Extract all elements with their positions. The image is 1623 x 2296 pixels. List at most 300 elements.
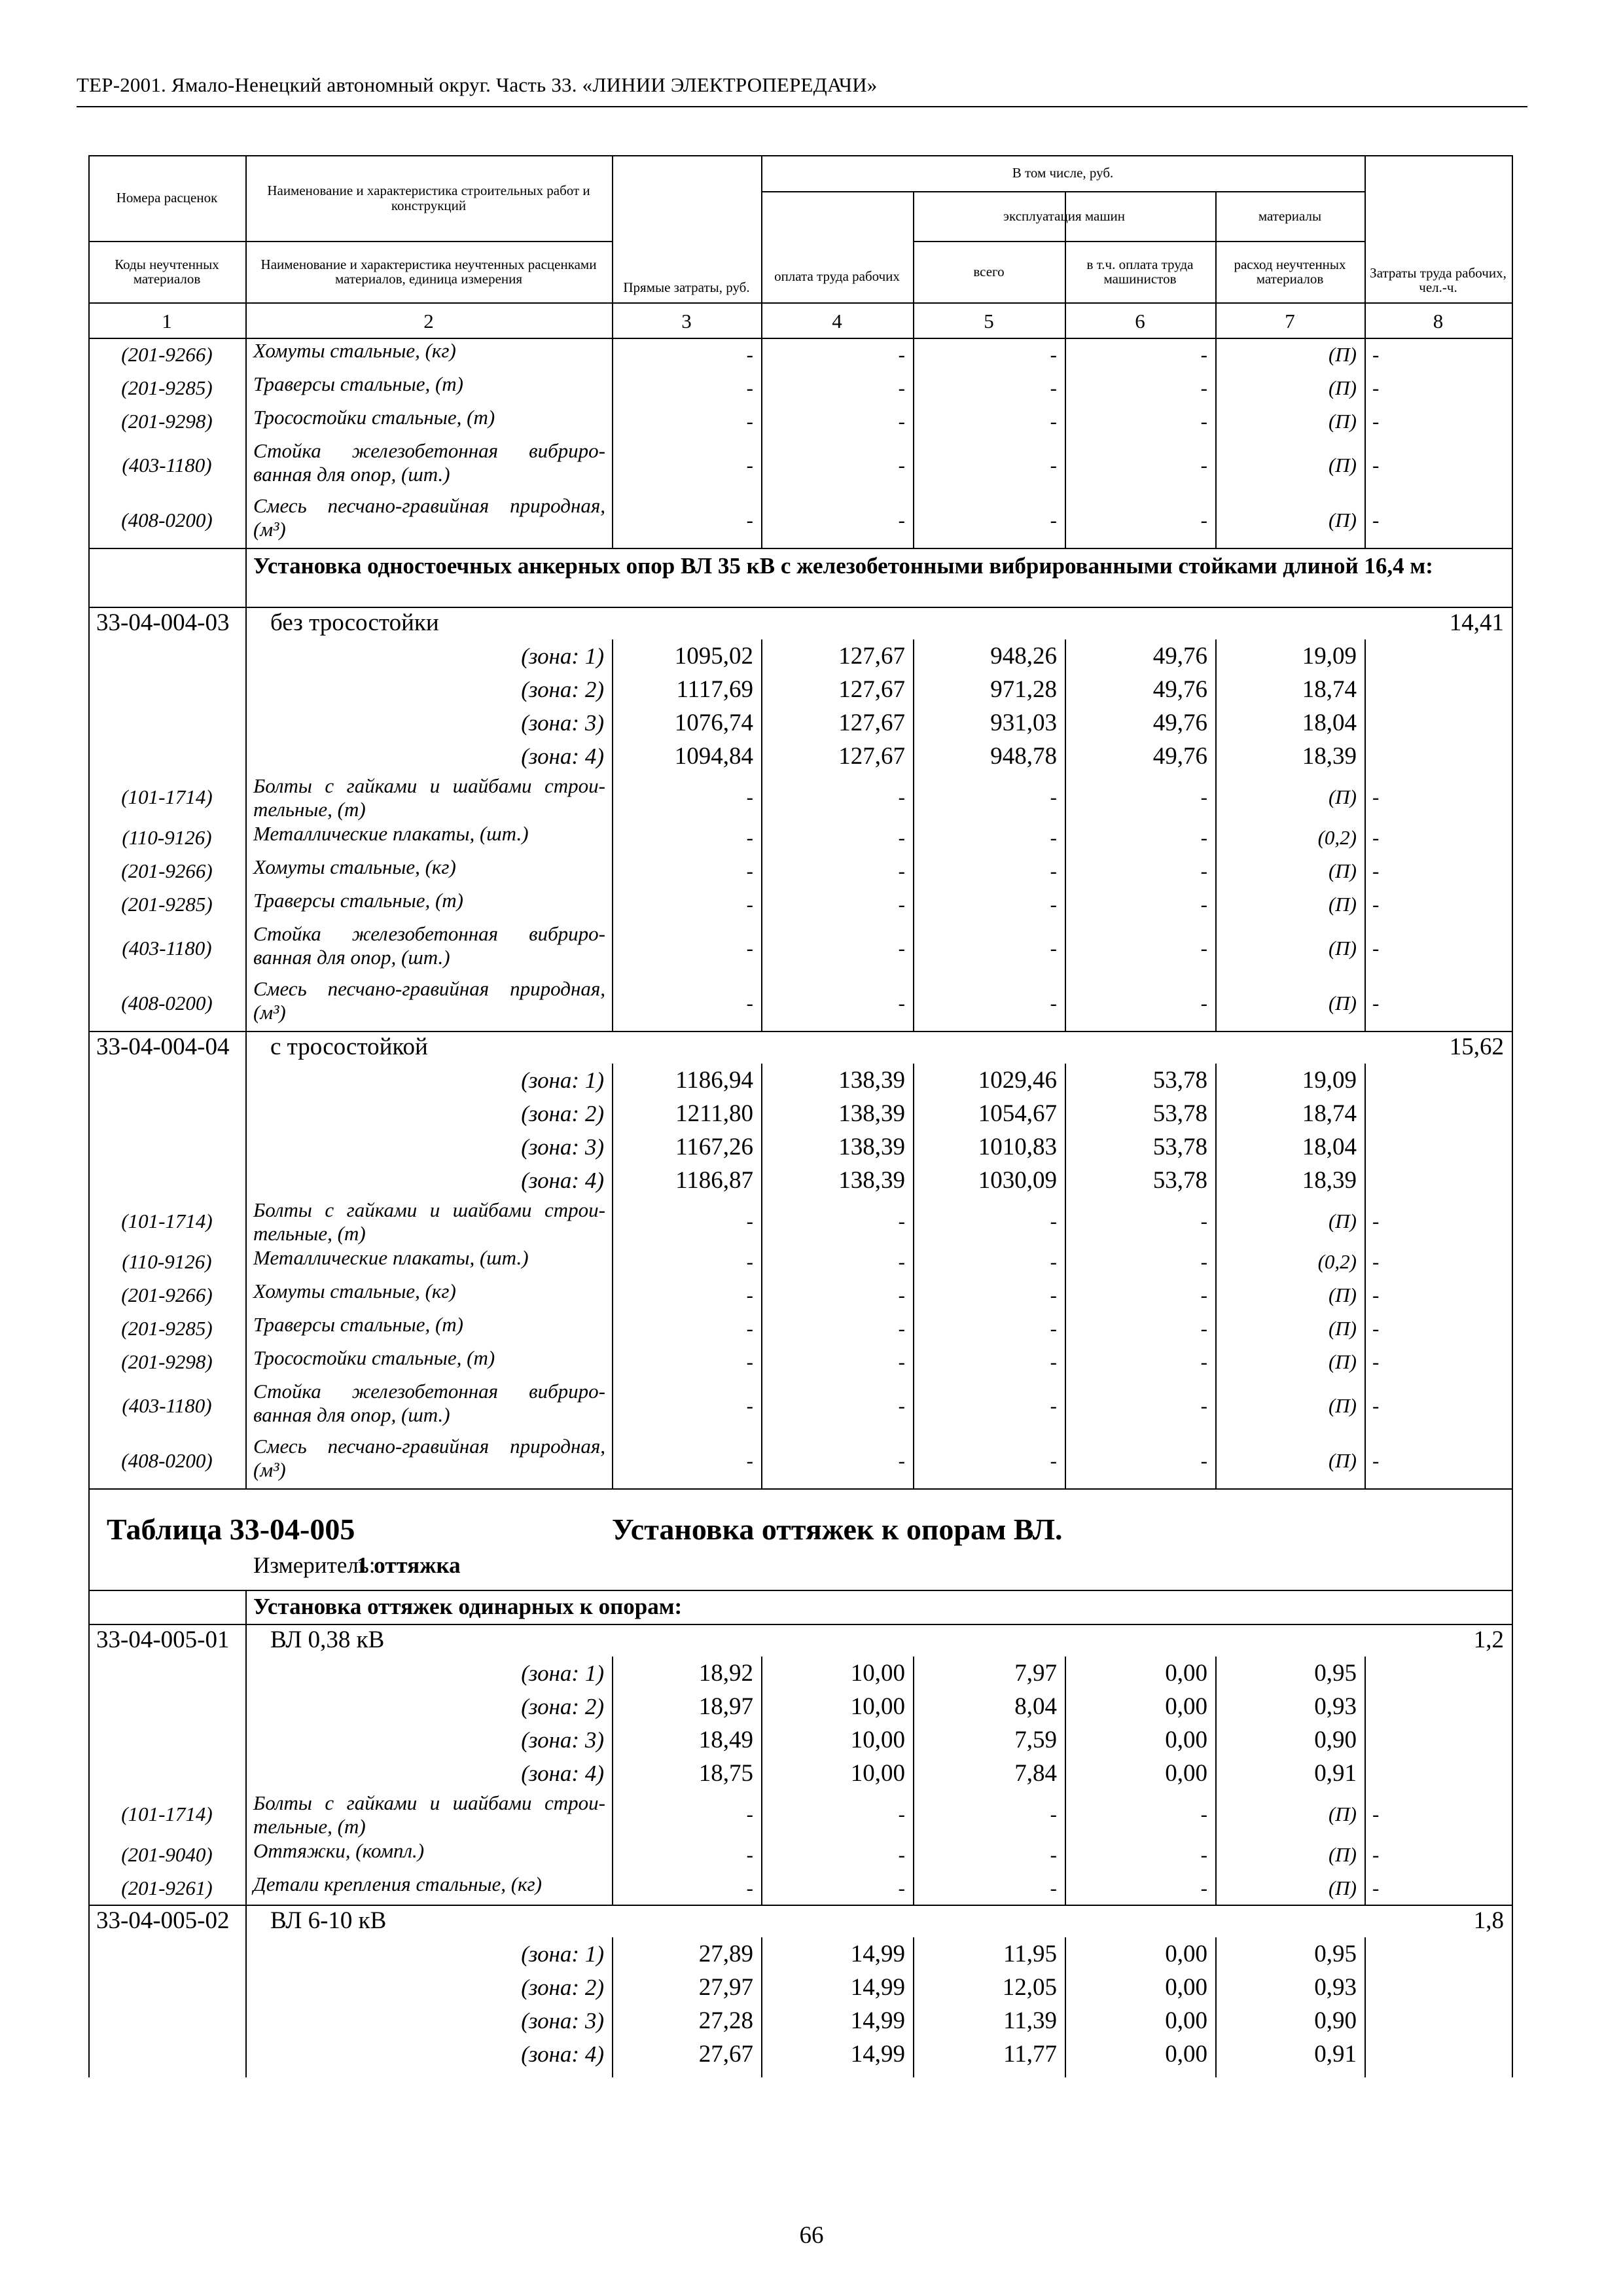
material-name: Металлические плакаты, (шт.) (253, 1246, 529, 1269)
zone-label: (зона: 1) (521, 1067, 604, 1093)
empty-value: - (746, 1283, 753, 1306)
zone-c5: 931,03 (990, 709, 1057, 736)
zone-c6: 49,76 (1152, 676, 1207, 703)
material-code: (101-1714) (121, 1210, 213, 1232)
material-consumption: (П) (1328, 1283, 1357, 1306)
material-code: (201-9298) (121, 1350, 213, 1373)
material-name: Хомуты стальные, (кг) (253, 1280, 456, 1302)
column-number: 1 (162, 309, 172, 332)
empty-value: - (898, 1210, 905, 1232)
table-rule (88, 1488, 1513, 1490)
table-rule (245, 1590, 247, 1624)
empty-labor: - (1372, 1394, 1380, 1417)
material-name: Болты с гайками и шайбами строи-тельные, (т) (253, 1791, 605, 1838)
empty-value: - (746, 992, 753, 1014)
zone-c3: 1186,87 (675, 1167, 753, 1194)
material-code: (201-9261) (121, 1876, 213, 1899)
rate-code: 33-04-004-04 (96, 1033, 230, 1060)
empty-labor: - (1372, 1876, 1380, 1899)
material-code: (201-9298) (121, 410, 213, 433)
empty-value: - (1050, 454, 1057, 476)
empty-value: - (898, 376, 905, 399)
material-code: (201-9285) (121, 1317, 213, 1340)
table-rule (761, 1937, 762, 2077)
zone-c7: 0,91 (1314, 2041, 1357, 2068)
table-rule (761, 1657, 762, 1905)
material-code: (201-9266) (121, 343, 213, 366)
zone-c4: 127,67 (838, 709, 905, 736)
empty-value: - (1050, 509, 1057, 531)
zone-c4: 138,39 (838, 1067, 905, 1094)
zone-c3: 1211,80 (675, 1100, 753, 1127)
empty-value: - (1200, 1317, 1207, 1340)
table-rule (1364, 1937, 1366, 2077)
zone-label: (зона: 3) (521, 1134, 604, 1160)
table-rule (612, 639, 613, 1031)
zone-c3: 1095,02 (674, 643, 753, 670)
empty-value: - (898, 509, 905, 531)
empty-value: - (1200, 826, 1207, 849)
material-consumption: (0,2) (1317, 826, 1357, 849)
zone-label: (зона: 4) (521, 2041, 604, 2067)
empty-value: - (1200, 509, 1207, 531)
table-rule (245, 548, 247, 607)
zone-c4: 10,00 (850, 1760, 905, 1787)
zone-c6: 0,00 (1165, 2007, 1207, 2034)
zone-c6: 0,00 (1165, 2041, 1207, 2068)
zone-c4: 138,39 (838, 1134, 905, 1160)
empty-value: - (1200, 785, 1207, 808)
empty-value: - (746, 785, 753, 808)
empty-value: - (1200, 376, 1207, 399)
table-rule (1065, 1064, 1066, 1488)
empty-value: - (746, 1843, 753, 1866)
empty-value: - (898, 1803, 905, 1825)
empty-value: - (898, 1843, 905, 1866)
zone-c4: 14,99 (850, 2041, 905, 2068)
zone-c5: 7,59 (1014, 1727, 1057, 1753)
zone-c5: 971,28 (990, 676, 1057, 703)
column-number: 5 (984, 309, 994, 332)
material-consumption: (П) (1328, 1803, 1357, 1825)
zone-c7: 0,93 (1314, 1974, 1357, 2001)
table-rule (1065, 639, 1066, 1031)
zone-label: (зона: 3) (521, 2008, 604, 2034)
empty-value: - (898, 1350, 905, 1373)
empty-value: - (1200, 1350, 1207, 1373)
material-name: Траверсы стальные, (т) (253, 889, 464, 912)
empty-value: - (1200, 1803, 1207, 1825)
empty-value: - (746, 1317, 753, 1340)
zone-c6: 49,76 (1152, 643, 1207, 670)
empty-value: - (1050, 893, 1057, 916)
table-rule (1364, 1064, 1366, 1488)
rate-title: без тросостойки (270, 609, 439, 636)
zone-c7: 19,09 (1302, 643, 1357, 670)
zone-c4: 10,00 (850, 1727, 905, 1753)
zone-c7: 18,04 (1302, 709, 1357, 736)
empty-labor: - (1372, 1449, 1380, 1472)
material-name: Траверсы стальные, (т) (253, 1313, 464, 1336)
zone-c5: 12,05 (1002, 1974, 1057, 2001)
zone-c3: 27,67 (698, 2041, 753, 2068)
empty-value: - (1050, 992, 1057, 1014)
material-consumption: (П) (1328, 937, 1357, 960)
table-rule (1065, 1937, 1066, 2077)
column-number: 6 (1135, 309, 1145, 332)
zone-label: (зона: 4) (521, 1761, 604, 1786)
empty-labor: - (1372, 1843, 1380, 1866)
zone-c6: 49,76 (1152, 709, 1207, 736)
empty-value: - (1200, 454, 1207, 476)
material-name: Тросостойки стальные, (т) (253, 1346, 495, 1369)
meter-label: Измеритель: (253, 1552, 376, 1578)
material-name: Траверсы стальные, (т) (253, 372, 464, 395)
table-rule (1364, 1657, 1366, 1905)
table-rule (913, 639, 914, 1031)
empty-labor: - (1372, 1803, 1380, 1825)
material-code: (201-9266) (121, 1283, 213, 1306)
zone-c4: 127,67 (838, 743, 905, 770)
zone-c7: 18,74 (1302, 676, 1357, 703)
empty-value: - (1050, 410, 1057, 433)
zone-label: (зона: 2) (521, 1101, 604, 1126)
zone-c4: 127,67 (838, 643, 905, 670)
empty-value: - (1200, 1449, 1207, 1472)
material-code: (408-0200) (121, 1449, 213, 1472)
zone-c6: 53,78 (1152, 1100, 1207, 1127)
empty-value: - (1200, 1250, 1207, 1273)
empty-value: - (1200, 1843, 1207, 1866)
zone-c4: 127,67 (838, 676, 905, 703)
material-name: Металлические плакаты, (шт.) (253, 822, 529, 845)
zone-c3: 1117,69 (676, 676, 753, 703)
table-rule (612, 1657, 613, 1905)
header-col2-top: Наименование и характеристика строительных работ и конструкций (267, 183, 590, 213)
empty-value: - (746, 343, 753, 366)
material-consumption: (П) (1328, 343, 1357, 366)
zone-c5: 7,84 (1014, 1760, 1057, 1787)
empty-labor: - (1372, 343, 1380, 366)
empty-value: - (1050, 1803, 1057, 1825)
material-code: (110-9126) (122, 826, 212, 849)
empty-value: - (898, 992, 905, 1014)
zone-c5: 1010,83 (978, 1134, 1057, 1160)
table-rule (1065, 1657, 1066, 1905)
column-number: 3 (681, 309, 692, 332)
table-rule (245, 639, 247, 1031)
material-name: Стойка железобетонная вибриро-ванная для опор, (шт.) (253, 1380, 605, 1426)
material-consumption: (П) (1328, 376, 1357, 399)
empty-value: - (898, 410, 905, 433)
table-rule (1364, 338, 1366, 548)
material-code: (403-1180) (122, 937, 212, 960)
zone-c7: 0,90 (1314, 1727, 1357, 1753)
section-title: Установка одностоечных анкерных опор ВЛ 35 кВ с железобетонными вибрированными стойками длиной 16,4 м: (253, 553, 1433, 579)
material-consumption: (П) (1328, 1394, 1357, 1417)
zone-c3: 27,97 (698, 1974, 753, 2001)
zone-c4: 138,39 (838, 1167, 905, 1194)
empty-value: - (746, 859, 753, 882)
zone-c4: 138,39 (838, 1100, 905, 1127)
table-rule (88, 1590, 1513, 1591)
zone-c3: 1167,26 (675, 1134, 753, 1160)
zone-c7: 18,39 (1302, 1167, 1357, 1194)
empty-labor: - (1372, 1283, 1380, 1306)
table-rule (761, 338, 762, 548)
material-name: Смесь песчано-гравийная природная, (м³) (253, 1435, 605, 1481)
header-col7: расход неучтенных материалов (1234, 256, 1346, 287)
empty-value: - (1050, 826, 1057, 849)
zone-label: (зона: 4) (521, 744, 604, 769)
material-consumption: (П) (1328, 1449, 1357, 1472)
table-label: Таблица 33-04-005 (107, 1513, 355, 1546)
table-rule (245, 1031, 247, 1064)
empty-value: - (746, 893, 753, 916)
zone-c6: 49,76 (1152, 743, 1207, 770)
empty-value: - (746, 1876, 753, 1899)
material-consumption: (П) (1328, 509, 1357, 531)
table-rule (1215, 639, 1217, 1031)
empty-value: - (1200, 937, 1207, 960)
table-rule (245, 1905, 247, 1937)
zone-c6: 53,78 (1152, 1134, 1207, 1160)
column-number: 4 (832, 309, 842, 332)
empty-value: - (1050, 1350, 1057, 1373)
zone-c5: 1054,67 (978, 1100, 1057, 1127)
empty-value: - (746, 937, 753, 960)
empty-value: - (1050, 937, 1057, 960)
zone-label: (зона: 2) (521, 1694, 604, 1719)
zone-c3: 1094,84 (674, 743, 753, 770)
empty-labor: - (1372, 1210, 1380, 1232)
material-code: (101-1714) (121, 785, 213, 808)
table-rule (1215, 1064, 1217, 1488)
zone-c3: 18,49 (698, 1727, 753, 1753)
header-col2-bottom: Наименование и характеристика неучтенных расценками материалов, единица измерения (260, 256, 597, 287)
material-name: Стойка железобетонная вибриро-ванная для опор, (шт.) (253, 439, 605, 486)
material-name: Детали крепления стальные, (кг) (253, 1873, 542, 1895)
zone-c7: 0,91 (1314, 1760, 1357, 1787)
empty-value: - (898, 1283, 905, 1306)
zone-c7: 0,93 (1314, 1693, 1357, 1720)
empty-labor: - (1372, 1350, 1380, 1373)
material-name: Хомуты стальные, (кг) (253, 339, 456, 362)
empty-value: - (746, 1210, 753, 1232)
empty-value: - (746, 454, 753, 476)
rate-title: ВЛ 6-10 кВ (270, 1907, 387, 1934)
table-right-border (1512, 155, 1513, 2077)
zone-label: (зона: 4) (521, 1168, 604, 1193)
table-rule (913, 1064, 914, 1488)
zone-label: (зона: 3) (521, 710, 604, 736)
material-consumption: (П) (1328, 1350, 1357, 1373)
rate-code: 33-04-004-03 (96, 609, 230, 636)
empty-labor: - (1372, 509, 1380, 531)
zone-c4: 14,99 (850, 2007, 905, 2034)
empty-value: - (1050, 785, 1057, 808)
material-consumption: (П) (1328, 893, 1357, 916)
empty-labor: - (1372, 992, 1380, 1014)
empty-value: - (1200, 1876, 1207, 1899)
empty-value: - (898, 785, 905, 808)
material-name: Болты с гайками и шайбами строи-тельные, (т) (253, 1198, 605, 1245)
material-code: (403-1180) (122, 454, 212, 476)
table-rule (1065, 338, 1066, 548)
table-rule (245, 1064, 247, 1488)
zone-label: (зона: 1) (521, 643, 604, 669)
labor-cost: 1,2 (1473, 1626, 1504, 1653)
labor-cost: 14,41 (1449, 609, 1504, 636)
table-rule (913, 338, 914, 548)
empty-value: - (1200, 1210, 1207, 1232)
table-rule (88, 548, 1513, 549)
header-col1-top: Номера расценок (116, 190, 218, 206)
material-code: (201-9285) (121, 376, 213, 399)
material-name: Стойка железобетонная вибриро-ванная для опор, (шт.) (253, 922, 605, 969)
column-number: 8 (1433, 309, 1444, 332)
empty-value: - (1050, 1394, 1057, 1417)
empty-value: - (1200, 992, 1207, 1014)
zone-c5: 8,04 (1014, 1693, 1057, 1720)
empty-value: - (898, 1876, 905, 1899)
table-rule (761, 1064, 762, 1488)
empty-value: - (1050, 1843, 1057, 1866)
empty-value: - (898, 1394, 905, 1417)
empty-value: - (898, 454, 905, 476)
zone-label: (зона: 1) (521, 1660, 604, 1686)
empty-labor: - (1372, 893, 1380, 916)
zone-c5: 1030,09 (978, 1167, 1057, 1194)
empty-value: - (1200, 343, 1207, 366)
material-code: (408-0200) (121, 509, 213, 531)
zone-c6: 0,00 (1165, 1760, 1207, 1787)
table-rule (913, 1937, 914, 2077)
zone-c5: 7,97 (1014, 1660, 1057, 1687)
empty-value: - (1050, 1210, 1057, 1232)
table-rule (245, 1657, 247, 1905)
zone-c6: 0,00 (1165, 1974, 1207, 2001)
material-consumption: (П) (1328, 1843, 1357, 1866)
material-consumption: (П) (1328, 410, 1357, 433)
material-consumption: (П) (1328, 859, 1357, 882)
header-col5: всего (973, 263, 1005, 279)
empty-value: - (1050, 1876, 1057, 1899)
zone-c6: 0,00 (1165, 1660, 1207, 1687)
zone-c4: 14,99 (850, 1974, 905, 2001)
empty-value: - (898, 826, 905, 849)
empty-value: - (746, 1250, 753, 1273)
zone-c7: 0,90 (1314, 2007, 1357, 2034)
zone-c3: 27,89 (698, 1941, 753, 1967)
zone-c5: 11,39 (1003, 2007, 1057, 2034)
table-rule (1215, 1657, 1217, 1905)
material-consumption: (П) (1328, 1317, 1357, 1340)
empty-value: - (746, 376, 753, 399)
empty-value: - (1050, 859, 1057, 882)
zone-c3: 1076,74 (674, 709, 753, 736)
zone-c6: 0,00 (1165, 1727, 1207, 1753)
empty-value: - (1050, 343, 1057, 366)
material-name: Смесь песчано-гравийная природная, (м³) (253, 977, 605, 1024)
empty-value: - (1050, 1449, 1057, 1472)
zone-c4: 10,00 (850, 1693, 905, 1720)
header-col8: Затраты труда рабочих, чел.-ч. (1370, 264, 1507, 295)
running-header: ТЕР-2001. Ямало-Ненецкий автономный округ. Часть 33. «ЛИНИИ ЭЛЕКТРОПЕРЕДАЧИ» (77, 73, 878, 96)
zone-c6: 0,00 (1165, 1693, 1207, 1720)
rates-table (88, 155, 1512, 2162)
empty-labor: - (1372, 376, 1380, 399)
empty-value: - (746, 509, 753, 531)
empty-labor: - (1372, 826, 1380, 849)
empty-labor: - (1372, 859, 1380, 882)
header-group-materials: материалы (1258, 207, 1322, 224)
zone-c4: 14,99 (850, 1941, 905, 1967)
header-group-including: В том числе, руб. (1012, 165, 1114, 181)
material-name: Оттяжки, (компл.) (253, 1839, 425, 1862)
table-rule (612, 1937, 613, 2077)
empty-value: - (898, 1250, 905, 1273)
labor-cost: 15,62 (1449, 1033, 1504, 1060)
empty-labor: - (1372, 937, 1380, 960)
zone-c6: 0,00 (1165, 1941, 1207, 1967)
zone-c5: 1029,46 (978, 1067, 1057, 1094)
material-consumption: (П) (1328, 992, 1357, 1014)
empty-value: - (1200, 1283, 1207, 1306)
table-rule (1364, 639, 1366, 1031)
zone-c3: 18,97 (698, 1693, 753, 1720)
empty-value: - (898, 1449, 905, 1472)
zone-label: (зона: 2) (521, 677, 604, 702)
table-rule (245, 338, 247, 548)
material-consumption: (П) (1328, 1876, 1357, 1899)
zone-c5: 11,77 (1003, 2041, 1057, 2068)
column-number: 2 (423, 309, 434, 332)
zone-c3: 18,92 (698, 1660, 753, 1687)
zone-c3: 27,28 (698, 2007, 753, 2034)
header-group-machines: эксплуатация машин (1003, 207, 1125, 224)
zone-c7: 19,09 (1302, 1067, 1357, 1094)
zone-label: (зона: 3) (521, 1727, 604, 1753)
table-rule (913, 1657, 914, 1905)
header-rule (77, 106, 1527, 107)
rate-title: ВЛ 0,38 кВ (270, 1626, 385, 1653)
material-code: (101-1714) (121, 1803, 213, 1825)
table-rule (245, 1624, 247, 1657)
zone-label: (зона: 1) (521, 1941, 604, 1967)
table-rule (1215, 338, 1217, 548)
empty-value: - (898, 859, 905, 882)
empty-labor: - (1372, 785, 1380, 808)
header-col4: оплата труда рабочих (774, 268, 900, 285)
labor-cost: 1,8 (1473, 1907, 1504, 1934)
header-col1-bottom: Коды неучтенных материалов (115, 256, 219, 287)
table-rule (245, 1937, 247, 2077)
rate-code: 33-04-005-01 (96, 1626, 230, 1653)
material-code: (403-1180) (122, 1394, 212, 1417)
header-col3: Прямые затраты, руб. (623, 279, 750, 295)
zone-c3: 1186,94 (675, 1067, 753, 1094)
material-consumption: (0,2) (1317, 1250, 1357, 1273)
empty-value: - (898, 343, 905, 366)
zone-c6: 53,78 (1152, 1067, 1207, 1094)
material-name: Тросостойки стальные, (т) (253, 406, 495, 429)
zone-c3: 18,75 (698, 1760, 753, 1787)
empty-value: - (1200, 859, 1207, 882)
zone-c5: 948,78 (990, 743, 1057, 770)
empty-value: - (1200, 1394, 1207, 1417)
column-number: 7 (1285, 309, 1295, 332)
